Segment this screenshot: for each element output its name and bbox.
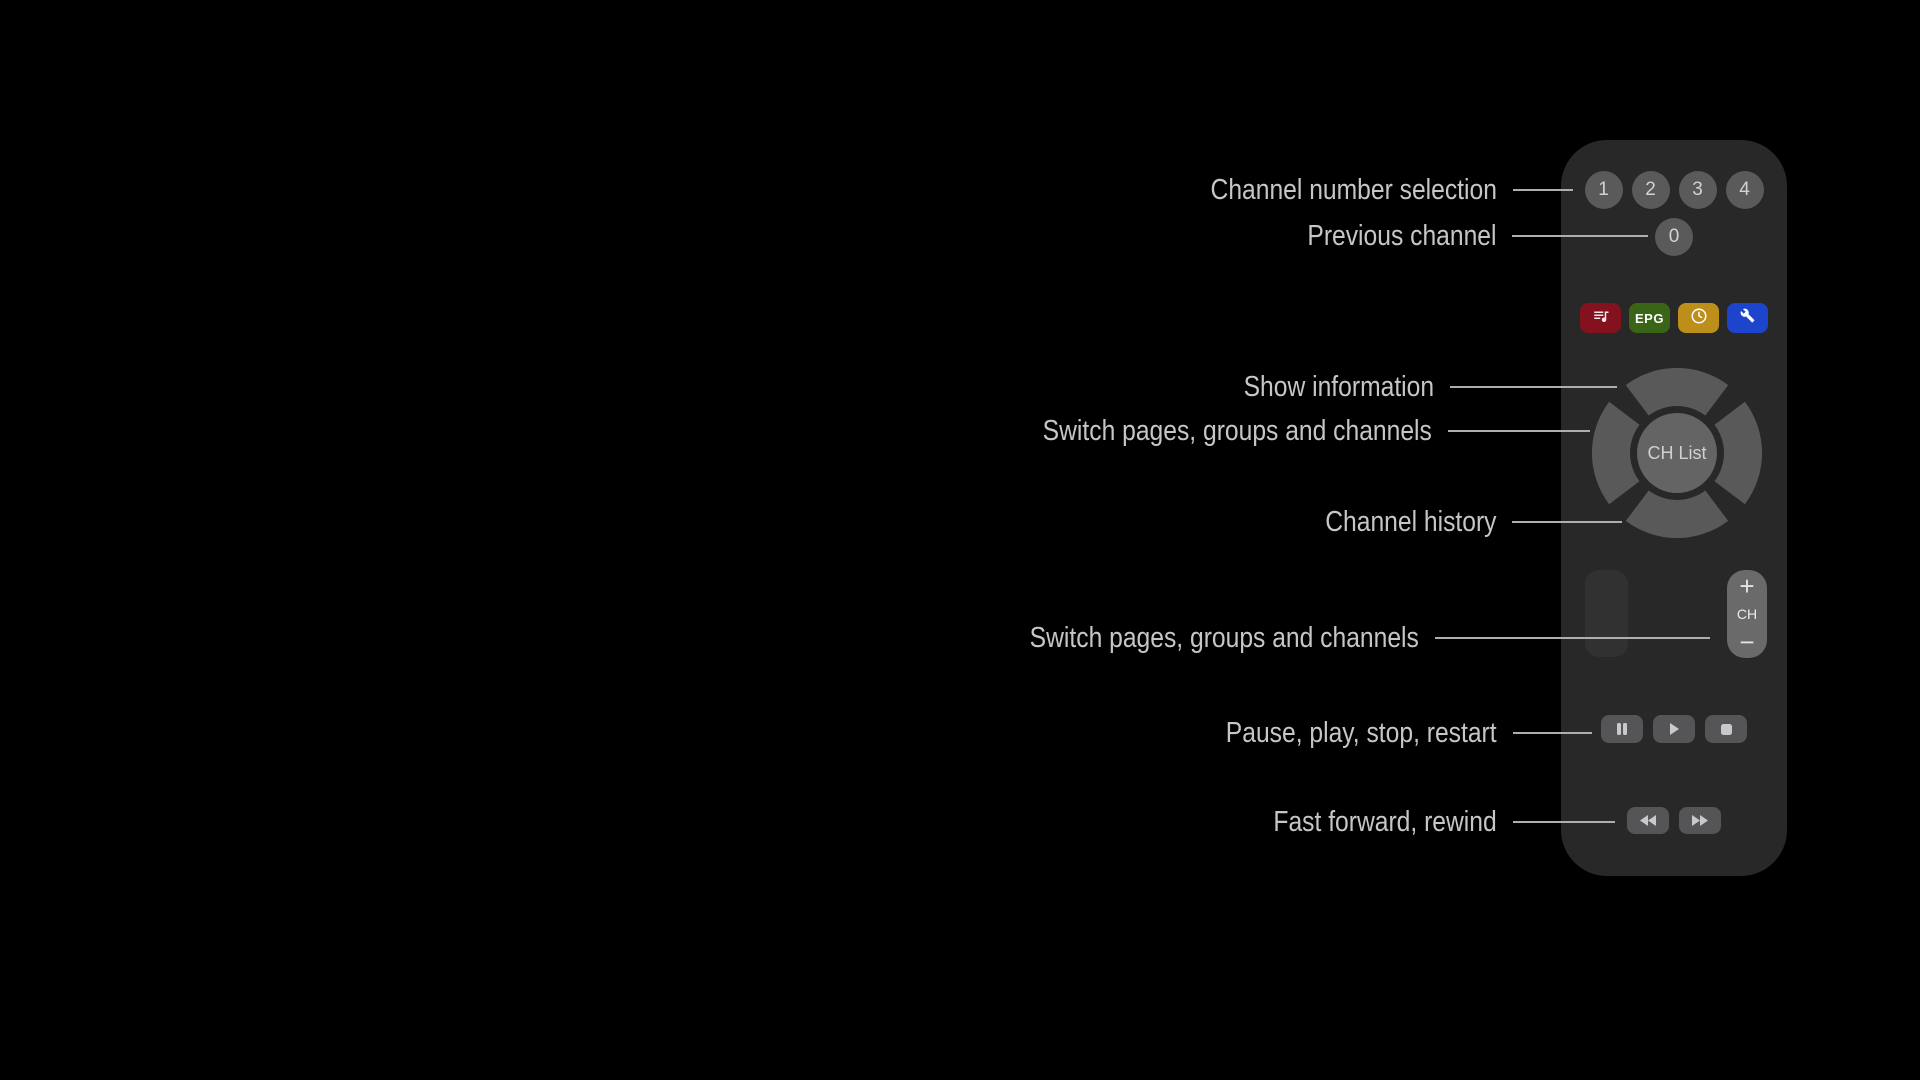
- annotation-channel-history: [1295, 502, 1623, 542]
- annotation-label: Channel number selection: [1210, 173, 1497, 206]
- playlist-button[interactable]: [1580, 303, 1621, 333]
- clock-icon: [1690, 307, 1708, 330]
- pointer-line: [1512, 521, 1622, 523]
- pointer-line: [1512, 235, 1648, 237]
- annotation-label: Switch pages, groups and channels: [1029, 621, 1419, 654]
- annotation-switch-pages-rocker: [961, 618, 1710, 658]
- dpad-left-button[interactable]: [1592, 402, 1640, 504]
- annotation-label: Previous channel: [1306, 219, 1496, 252]
- digit-0-button[interactable]: 0: [1655, 218, 1693, 256]
- ch-list-label: CH List: [1647, 443, 1707, 463]
- pointer-line: [1435, 637, 1710, 639]
- annotation-label: Switch pages, groups and channels: [1042, 414, 1432, 447]
- channel-up-label[interactable]: +: [1739, 571, 1755, 601]
- pause-button[interactable]: [1601, 715, 1643, 743]
- annotation-playback: [1178, 713, 1592, 753]
- annotation-label: Show information: [1243, 370, 1434, 403]
- annotation-label: Pause, play, stop, restart: [1226, 716, 1497, 749]
- channel-rocker-label: CH: [1736, 606, 1758, 622]
- dpad-right-button[interactable]: [1715, 402, 1763, 504]
- play-button[interactable]: [1653, 715, 1695, 743]
- annotation-switch-pages-dpad: [974, 411, 1590, 451]
- fast-forward-icon: [1690, 814, 1710, 827]
- channel-down-label[interactable]: −: [1739, 627, 1755, 657]
- stop-button[interactable]: [1705, 715, 1747, 743]
- rewind-icon: [1638, 814, 1658, 827]
- annotation-previous-channel: [1274, 216, 1648, 256]
- color-button-row: [1561, 303, 1787, 333]
- pointer-line: [1513, 821, 1615, 823]
- annotation-show-information: [1210, 367, 1617, 407]
- digit-2-button[interactable]: 2: [1632, 171, 1670, 209]
- playlist-music-icon: [1592, 307, 1610, 330]
- epg-button[interactable]: [1629, 303, 1670, 333]
- pointer-line: [1450, 386, 1617, 388]
- settings-button[interactable]: [1727, 303, 1768, 333]
- pointer-line: [1513, 189, 1573, 191]
- digit-1-button[interactable]: 1: [1585, 171, 1623, 209]
- dpad-down-history-button[interactable]: [1626, 491, 1728, 539]
- digit-4-button[interactable]: 4: [1726, 171, 1764, 209]
- epg-label: EPG: [1635, 310, 1664, 326]
- pointer-line: [1513, 732, 1592, 734]
- dpad-up-info-button[interactable]: [1626, 368, 1728, 416]
- stop-icon: [1720, 723, 1733, 736]
- play-icon: [1667, 722, 1681, 736]
- pause-icon: [1615, 722, 1629, 736]
- digit-button-row: [1561, 171, 1787, 209]
- annotation-channel-number: [1160, 170, 1573, 210]
- playback-button-row: [1561, 715, 1787, 743]
- annotation-label: Fast forward, rewind: [1273, 805, 1497, 838]
- annotation-label: Channel history: [1324, 505, 1496, 538]
- rewind-button[interactable]: [1627, 807, 1669, 834]
- fast-forward-button[interactable]: [1679, 807, 1721, 834]
- wrench-icon: [1740, 308, 1755, 328]
- pointer-line: [1448, 430, 1590, 432]
- channel-rocker[interactable]: [1727, 570, 1767, 658]
- digit-3-button[interactable]: 3: [1679, 171, 1717, 209]
- annotation-seek: [1234, 802, 1615, 842]
- timer-button[interactable]: [1678, 303, 1719, 333]
